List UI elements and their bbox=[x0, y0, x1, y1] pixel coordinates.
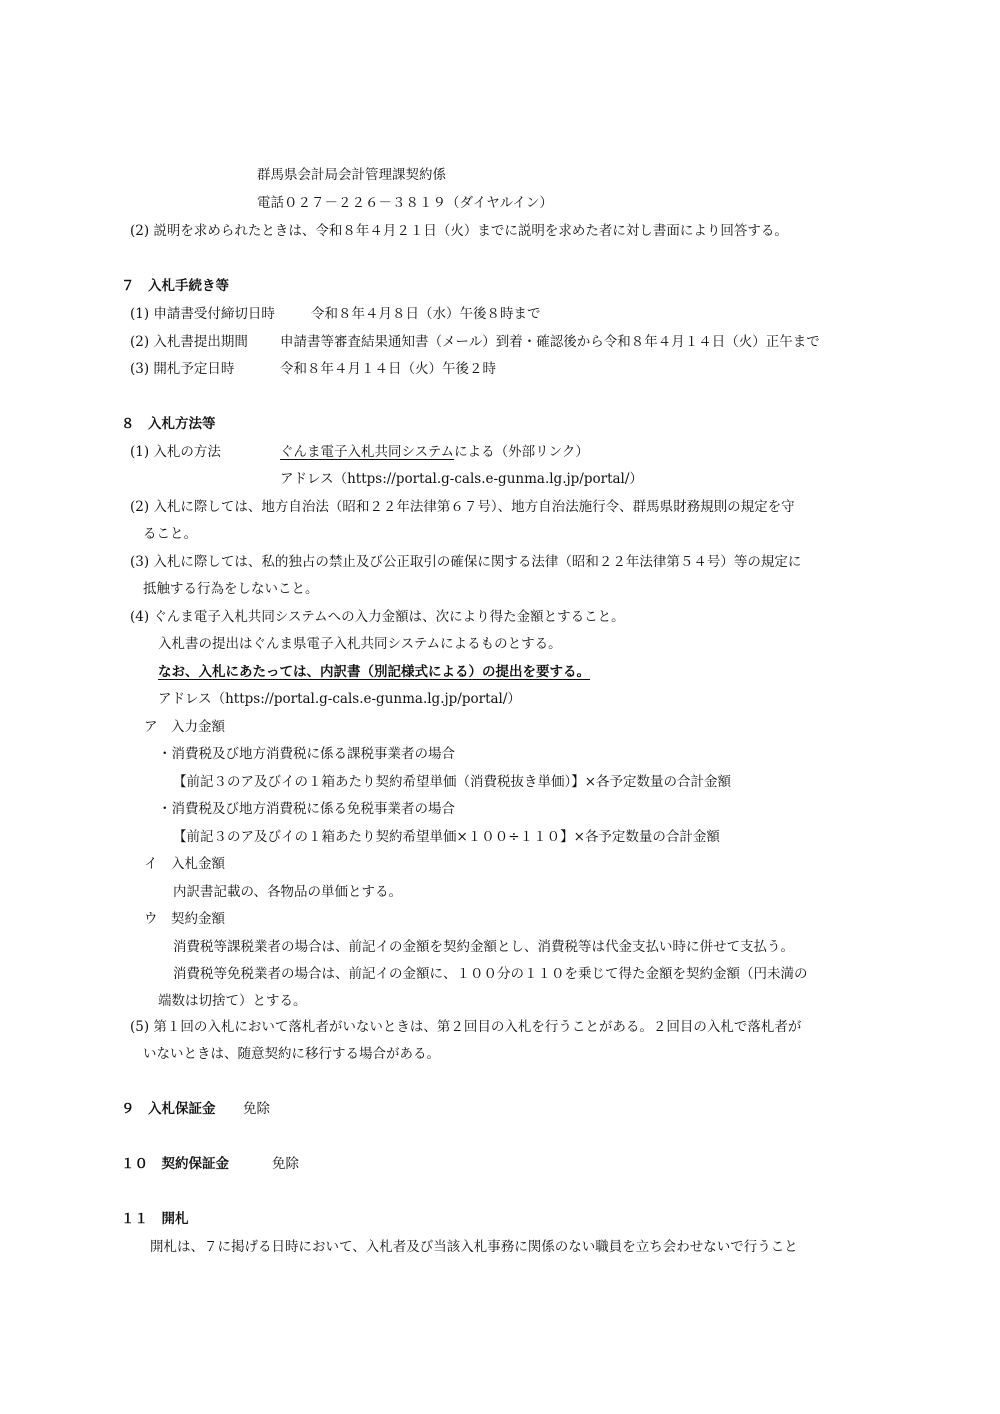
section6-item2: (2) 説明を求められたときは、令和８年４月２１日（火）までに説明を求めた者に対し書面により回答する。 bbox=[130, 223, 788, 239]
section8-item1-address: アドレス（https://portal.g-cals.e-gunma.lg.jp/portal/） bbox=[280, 471, 643, 487]
section8-a-bullet1-detail: 【前記３のア及びイの１箱あたり契約希望単価（消費税抜き単価）】×各予定数量の合計金額 bbox=[173, 774, 732, 790]
section8-u-detail2-line1: 消費税等免税業者の場合は、前記イの金額に、１００分の１１０を乗じて得た金額を契約金額（円未満の bbox=[173, 966, 808, 982]
section8-item5-line2: いないときは、随意契約に移行する場合がある。 bbox=[143, 1046, 440, 1062]
section8-item2-line1: (2) 入札に際しては、地方自治法（昭和２２年法律第６７号）、地方自治法施行令、群馬県財務規則の規定を守 bbox=[130, 499, 795, 515]
section8-item4-line1: (4) ぐんま電子入札共同システムへの入力金額は、次により得た金額とすること。 bbox=[130, 609, 625, 625]
section7-heading: ７ 入札手続き等 bbox=[121, 278, 229, 294]
section7-item2-value: 申請書等審査結果通知書（メール）到着・確認後から令和８年４月１４日（火）正午まで bbox=[280, 334, 820, 350]
section11-heading: １１ 開札 bbox=[121, 1211, 189, 1227]
section8-a-bullet1: ・消費税及び地方消費税に係る課税事業者の場合 bbox=[158, 746, 455, 762]
section9-heading: ９ 入札保証金 bbox=[121, 1101, 216, 1117]
section8-item3-line2: 抵触する行為をしないこと。 bbox=[143, 581, 319, 597]
section7-item1-label: (1) 申請書受付締切日時 bbox=[130, 306, 275, 322]
section10-value: 免除 bbox=[272, 1156, 299, 1172]
section8-item3-line1: (3) 入札に際しては、私的独占の禁止及び公正取引の確保に関する法律（昭和２２年法律第５４号）等の規定に bbox=[130, 554, 802, 570]
section8-a-heading: ア 入力金額 bbox=[144, 719, 225, 735]
section8-u-heading: ウ 契約金額 bbox=[144, 911, 225, 927]
section7-item2-label: (2) 入札書提出期間 bbox=[130, 334, 248, 350]
section8-item1-suffix: による（外部リンク） bbox=[454, 444, 589, 460]
section7-item1-value: 令和８年４月８日（水）午後８時まで bbox=[311, 306, 541, 322]
section9-value: 免除 bbox=[243, 1101, 270, 1117]
contact-phone: 電話０２７－２２６－３８１９（ダイヤルイン） bbox=[257, 195, 553, 211]
section8-item4-notice: なお、入札にあたっては、内訳書（別記様式による）の提出を要する。 bbox=[158, 664, 590, 680]
section8-a-bullet2: ・消費税及び地方消費税に係る免税事業者の場合 bbox=[158, 801, 455, 817]
section8-item4-line2: 入札書の提出はぐんま県電子入札共同システムによるものとする。 bbox=[158, 636, 562, 652]
section7-item3-value: 令和８年４月１４日（火）午後２時 bbox=[280, 361, 496, 377]
section10-heading: １０ 契約保証金 bbox=[121, 1156, 229, 1172]
section8-heading: ８ 入札方法等 bbox=[121, 416, 216, 432]
section8-u-detail1: 消費税等課税業者の場合は、前記イの金額を契約金額とし、消費税等は代金支払い時に併せて支払う。 bbox=[173, 939, 794, 955]
gunma-ebid-system-link[interactable]: ぐんま電子入札共同システム bbox=[280, 444, 455, 460]
section8-item2-line2: ること。 bbox=[143, 526, 197, 542]
section8-i-heading: イ 入札金額 bbox=[144, 856, 225, 872]
section8-item1-method bbox=[280, 442, 589, 462]
section8-item1-label: (1) 入札の方法 bbox=[130, 444, 221, 460]
contact-office: 群馬県会計局会計管理課契約係 bbox=[257, 167, 446, 183]
section8-a-bullet2-detail: 【前記３のア及びイの１箱あたり契約希望単価×１００÷１１０】×各予定数量の合計金額 bbox=[173, 829, 720, 845]
section8-item5-line1: (5) 第１回の入札において落札者がいないときは、第２回目の入札を行うことがある。２回目の入札で落札者が bbox=[130, 1019, 802, 1035]
section8-item4-address: アドレス（https://portal.g-cals.e-gunma.lg.jp/portal/） bbox=[158, 691, 521, 707]
section8-i-detail: 内訳書記載の、各物品の単価とする。 bbox=[173, 884, 402, 900]
section8-u-detail2-line2: 端数は切捨て）とする。 bbox=[158, 993, 307, 1009]
section7-item3-label: (3) 開札予定日時 bbox=[130, 361, 235, 377]
section11-text: 開札は、７に掲げる日時において、入札者及び当該入札事務に関係のない職員を立ち会わせないで行うこと bbox=[150, 1239, 798, 1255]
